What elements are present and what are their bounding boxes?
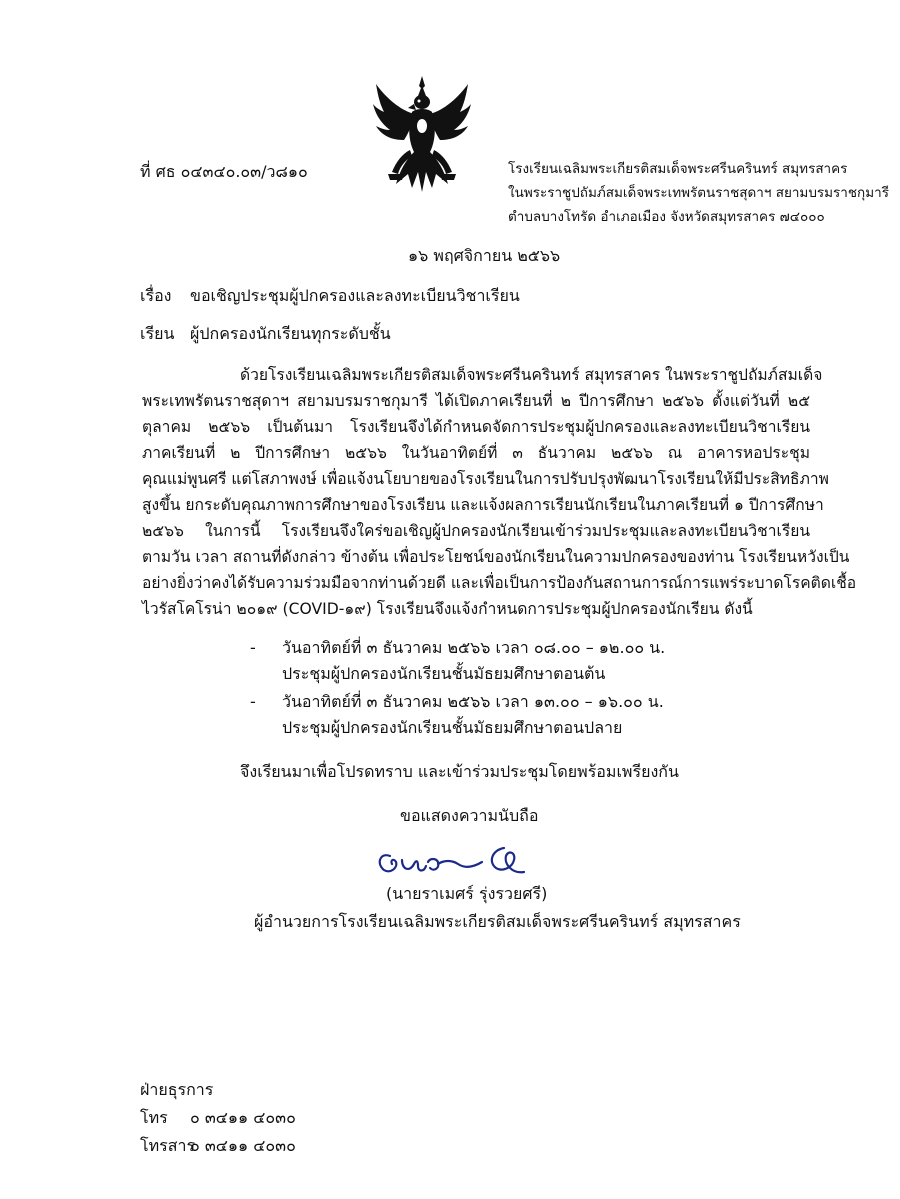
signer-title: ผู้อำนวยการโรงเรียนเฉลิมพระเกียรติสมเด็จพระศรีนครินทร์ สมุทรสาคร [254, 912, 741, 931]
school-address-line-2: ในพระราชูปถัมภ์สมเด็จพระเทพรัตนราชสุดาฯ สยามบรมราชกุมารี [508, 185, 889, 201]
schedule-time-2: วันอาทิตย์ที่ ๓ ธันวาคม ๒๕๖๖ เวลา ๑๓.๐๐ – ๑๖.๐๐ น. [282, 692, 664, 711]
recipient-text: ผู้ปกครองนักเรียนทุกระดับชั้น [190, 324, 391, 343]
schedule-time-1: วันอาทิตย์ที่ ๓ ธันวาคม ๒๕๖๖ เวลา ๐๘.๐๐ – ๑๒.๐๐ น. [282, 638, 666, 657]
body-line: ไวรัสโคโรน่า ๒๐๑๙ (COVID-๑๙) โรงเรียนจึงแจ้งกำหนดการประชุมผู้ปกครองนักเรียน ดังนี้ [142, 600, 753, 618]
reference-number: ที่ ศธ ๐๔๓๔๐.๐๓/ว๘๑๐ [140, 162, 308, 181]
schedule-detail-2: ประชุมผู้ปกครองนักเรียนชั้นมัธยมศึกษาตอนปลาย [282, 718, 623, 737]
body-line: สูงขึ้น ยกระดับคุณภาพการศึกษาของโรงเรียน และแจ้งผลการเรียนนักเรียนในภาคเรียนที่ ๑ ปีการศึกษา [142, 496, 824, 514]
garuda-emblem-icon [370, 74, 474, 196]
body-line: อย่างยิ่งว่าคงได้รับความร่วมมือจากท่านด้วยดี และเพื่อเป็นการป้องกันสถานการณ์การแพร่ระบาดโรคติดเชื้อ [142, 574, 857, 592]
subject-label: เรื่อง [140, 286, 172, 305]
body-line: คุณแม่พูนศรี แต่โสภาพงษ์ เพื่อแจ้งนโยบายของโรงเรียนในการปรับปรุงพัฒนาโรงเรียนให้มีประสิทธิภาพ [142, 470, 829, 488]
body-line: ๒๕๖๖ ในการนี้ โรงเรียนจึงใคร่ขอเชิญผู้ปกครองนักเรียนเข้าร่วมประชุมและลงทะเบียนวิชาเรียน [142, 522, 810, 540]
fax-number: ๐ ๓๔๑๑ ๔๐๓๐ [190, 1136, 296, 1155]
body-line: พระเทพรัตนราชสุดาฯ สยามบรมราชกุมารี ได้เปิดภาคเรียนที่ ๒ ปีการศึกษา ๒๕๖๖ ตั้งแต่วันที่ ๒๕ [142, 392, 810, 410]
fax-label: โทรสาร [140, 1136, 196, 1155]
schedule-detail-1: ประชุมผู้ปกครองนักเรียนชั้นมัธยมศึกษาตอนต้น [282, 664, 606, 683]
phone-label: โทร [140, 1108, 168, 1127]
body-line: ด้วยโรงเรียนเฉลิมพระเกียรติสมเด็จพระศรีนครินทร์ สมุทรสาคร ในพระราชูปถัมภ์สมเด็จ [240, 366, 823, 384]
school-address-line-3: ตำบลบางโทรัด อำเภอเมือง จังหวัดสมุทรสาคร ๗๔๐๐๐ [508, 209, 825, 225]
phone-number: ๐ ๓๔๑๑ ๔๐๓๐ [190, 1108, 296, 1127]
handwritten-signature-icon [372, 838, 572, 882]
recipient-label: เรียน [140, 324, 175, 343]
closing-request: จึงเรียนมาเพื่อโปรดทราบ และเข้าร่วมประชุมโดยพร้อมเพรียงกัน [240, 762, 679, 781]
body-line: ตุลาคม ๒๕๖๖ เป็นต้นมา โรงเรียนจึงได้กำหนดจัดการประชุมผู้ปกครองและลงทะเบียนวิชาเรียน [142, 418, 810, 436]
subject-text: ขอเชิญประชุมผู้ปกครองและลงทะเบียนวิชาเรียน [190, 286, 520, 305]
schedule-bullet: - [250, 638, 256, 657]
letter-date: ๑๖ พฤศจิกายน ๒๕๖๖ [408, 246, 561, 265]
department-name: ฝ่ายธุรการ [140, 1080, 214, 1099]
closing-salutation: ขอแสดงความนับถือ [400, 806, 539, 825]
school-address-line-1: โรงเรียนเฉลิมพระเกียรติสมเด็จพระศรีนครินทร์ สมุทรสาคร [508, 161, 848, 177]
body-line: ภาคเรียนที่ ๒ ปีการศึกษา ๒๕๖๖ ในวันอาทิตย์ที่ ๓ ธันวาคม ๒๕๖๖ ณ อาคารหอประชุม [142, 444, 810, 462]
schedule-bullet: - [250, 692, 256, 711]
body-line: ตามวัน เวลา สถานที่ดังกล่าว ข้างต้น เพื่อประโยชน์ของนักเรียนในความปกครองของท่าน โรงเรียนหวังเป็น [142, 548, 850, 566]
signer-name: (นายราเมศร์ รุ่งรวยศรี) [386, 884, 548, 903]
